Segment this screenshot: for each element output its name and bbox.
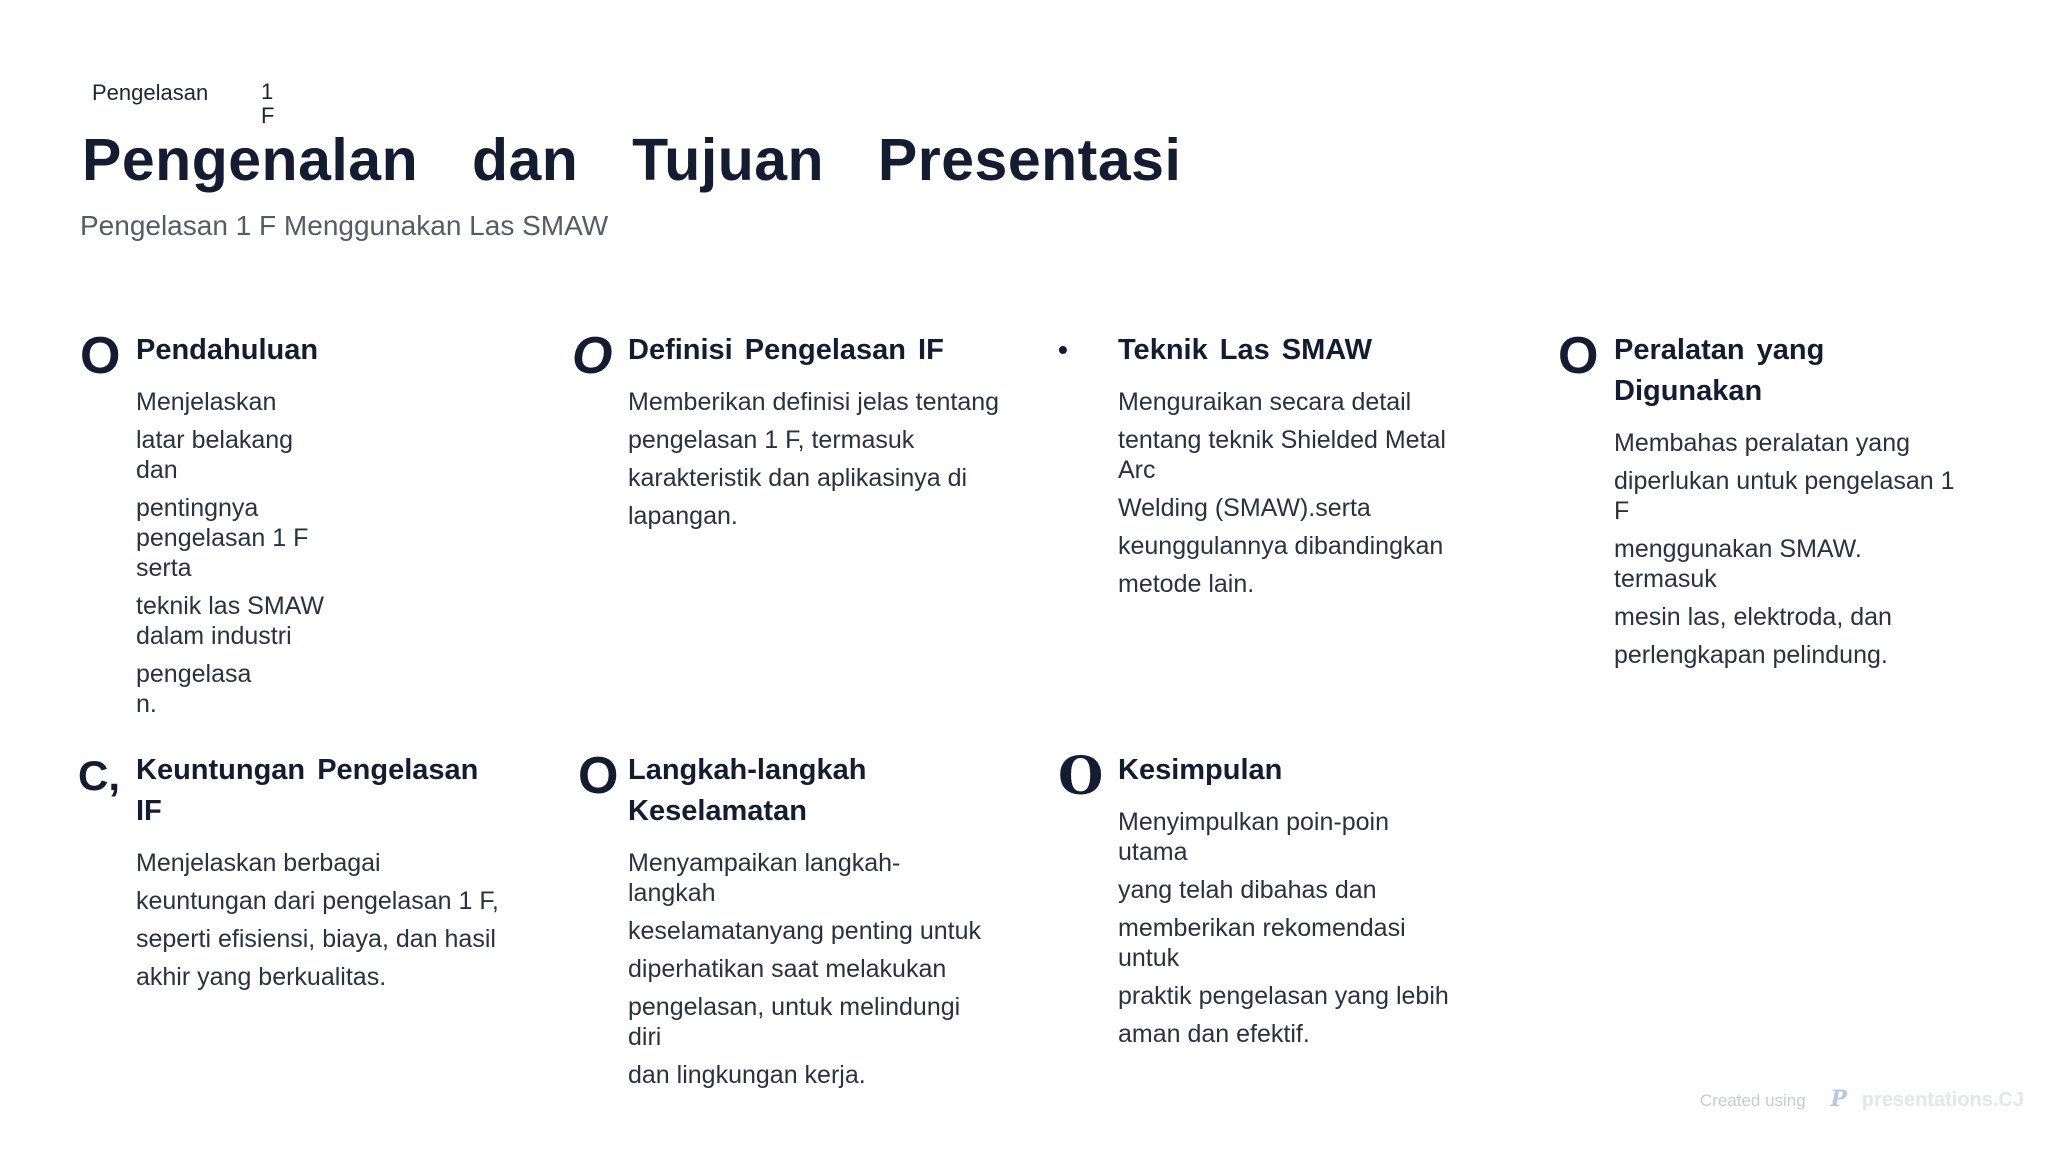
- section-line: Membahas peralatan yang: [1614, 429, 1911, 457]
- section-keselamatan: [578, 747, 1018, 1098]
- section-line: memberikan rekomendasi untuk: [1118, 914, 1406, 972]
- section-line: keselamatanyang penting untuk: [628, 917, 982, 945]
- section-line: pengelasan, untuk melindungi diri: [628, 993, 961, 1051]
- section-line: pengelasan 1 F, termasuk: [628, 426, 915, 454]
- section-line: Menguraikan secara detail: [1118, 388, 1412, 416]
- section-line: metode lain.: [1118, 570, 1255, 598]
- top-label: Pengelasan: [92, 80, 209, 105]
- section-line: Menjelaskan berbagai: [136, 849, 381, 877]
- section-line: lapangan.: [628, 502, 738, 530]
- section-body: [1118, 387, 1478, 599]
- section-line: Menyampaikan langkah-langkah: [628, 849, 901, 907]
- section-body: [136, 387, 336, 719]
- section-marker-icon: C,: [78, 752, 120, 799]
- section-keuntungan: [78, 750, 518, 1000]
- section-line: keuntungan dari pengelasan 1 F,: [136, 887, 499, 915]
- bullet-icon: •: [1058, 334, 1068, 365]
- section-line: Welding (SMAW).serta: [1118, 494, 1371, 522]
- section-line: mesin las, elektroda, dan: [1614, 603, 1892, 631]
- section-line: perlengkapan pelindung.: [1614, 641, 1888, 669]
- section-line: Menjelaskan: [136, 388, 277, 416]
- section-marker-icon: O: [578, 747, 619, 805]
- footer-credit: [1700, 1086, 2024, 1112]
- section-line: Memberikan definisi jelas tentang: [628, 388, 1000, 416]
- section-line: keunggulannya dibandingkan: [1118, 532, 1444, 560]
- section-line: teknik las SMAW dalam industri: [136, 592, 325, 650]
- section-line: yang telah dibahas dan: [1118, 876, 1377, 904]
- page-number: 1 F: [261, 79, 275, 128]
- section-marker-icon: O: [80, 327, 121, 385]
- section-title: Teknik Las SMAW: [1118, 334, 1373, 366]
- presentations-logo-icon: P: [1830, 1086, 1847, 1112]
- section-marker-icon: O: [1058, 746, 1104, 807]
- section-line: latar belakang dan: [136, 426, 294, 484]
- section-line: Menyimpulkan poin-poin utama: [1118, 808, 1389, 866]
- section-line: seperti efisiensi, biaya, dan hasil: [136, 925, 496, 953]
- footer-brand: presentations.CJ: [1861, 1089, 2024, 1111]
- section-line: diperlukan untuk pengelasan 1 F: [1614, 467, 1955, 525]
- section-body: [1614, 428, 1976, 670]
- section-definisi: [572, 327, 1012, 539]
- section-title: Definisi Pengelasan IF: [628, 334, 944, 366]
- section-title: Peralatan yang Digunakan: [1614, 334, 1825, 407]
- section-body: [136, 848, 508, 992]
- section-peralatan: [1558, 327, 1998, 678]
- section-line: akhir yang berkualitas.: [136, 963, 387, 991]
- section-body: [1118, 807, 1478, 1049]
- section-teknik: [1058, 330, 1498, 607]
- section-line: karakteristik dan aplikasinya di: [628, 464, 968, 492]
- section-line: diperhatikan saat melakukan: [628, 955, 947, 983]
- page-title: Pengenalan dan Tujuan Presentasi: [82, 127, 1182, 193]
- section-body: [628, 848, 1008, 1090]
- section-line: pengelasan.: [136, 660, 252, 718]
- section-marker-icon: O: [1558, 327, 1599, 385]
- section-body: [628, 387, 1000, 531]
- section-kesimpulan: [1058, 746, 1498, 1057]
- section-title: Keuntungan Pengelasan IF: [136, 754, 479, 827]
- section-line: menggunakan SMAW. termasuk: [1614, 535, 1862, 593]
- section-line: praktik pengelasan yang lebih: [1118, 982, 1449, 1010]
- section-title: Kesimpulan: [1118, 754, 1283, 786]
- section-line: pentingnya pengelasan 1 F serta: [136, 494, 309, 582]
- section-line: dan lingkungan kerja.: [628, 1061, 866, 1089]
- section-line: aman dan efektif.: [1118, 1020, 1310, 1048]
- section-title: Pendahuluan: [136, 334, 319, 366]
- section-line: tentang teknik Shielded Metal Arc: [1118, 426, 1446, 484]
- page-subtitle: Pengelasan 1 F Menggunakan Las SMAW: [80, 210, 609, 241]
- footer-created-text: Created using: [1699, 1091, 1806, 1110]
- section-pendahuluan: [80, 327, 340, 727]
- section-marker-icon: O: [572, 327, 613, 385]
- section-title: Langkah-langkah Keselamatan: [628, 754, 867, 827]
